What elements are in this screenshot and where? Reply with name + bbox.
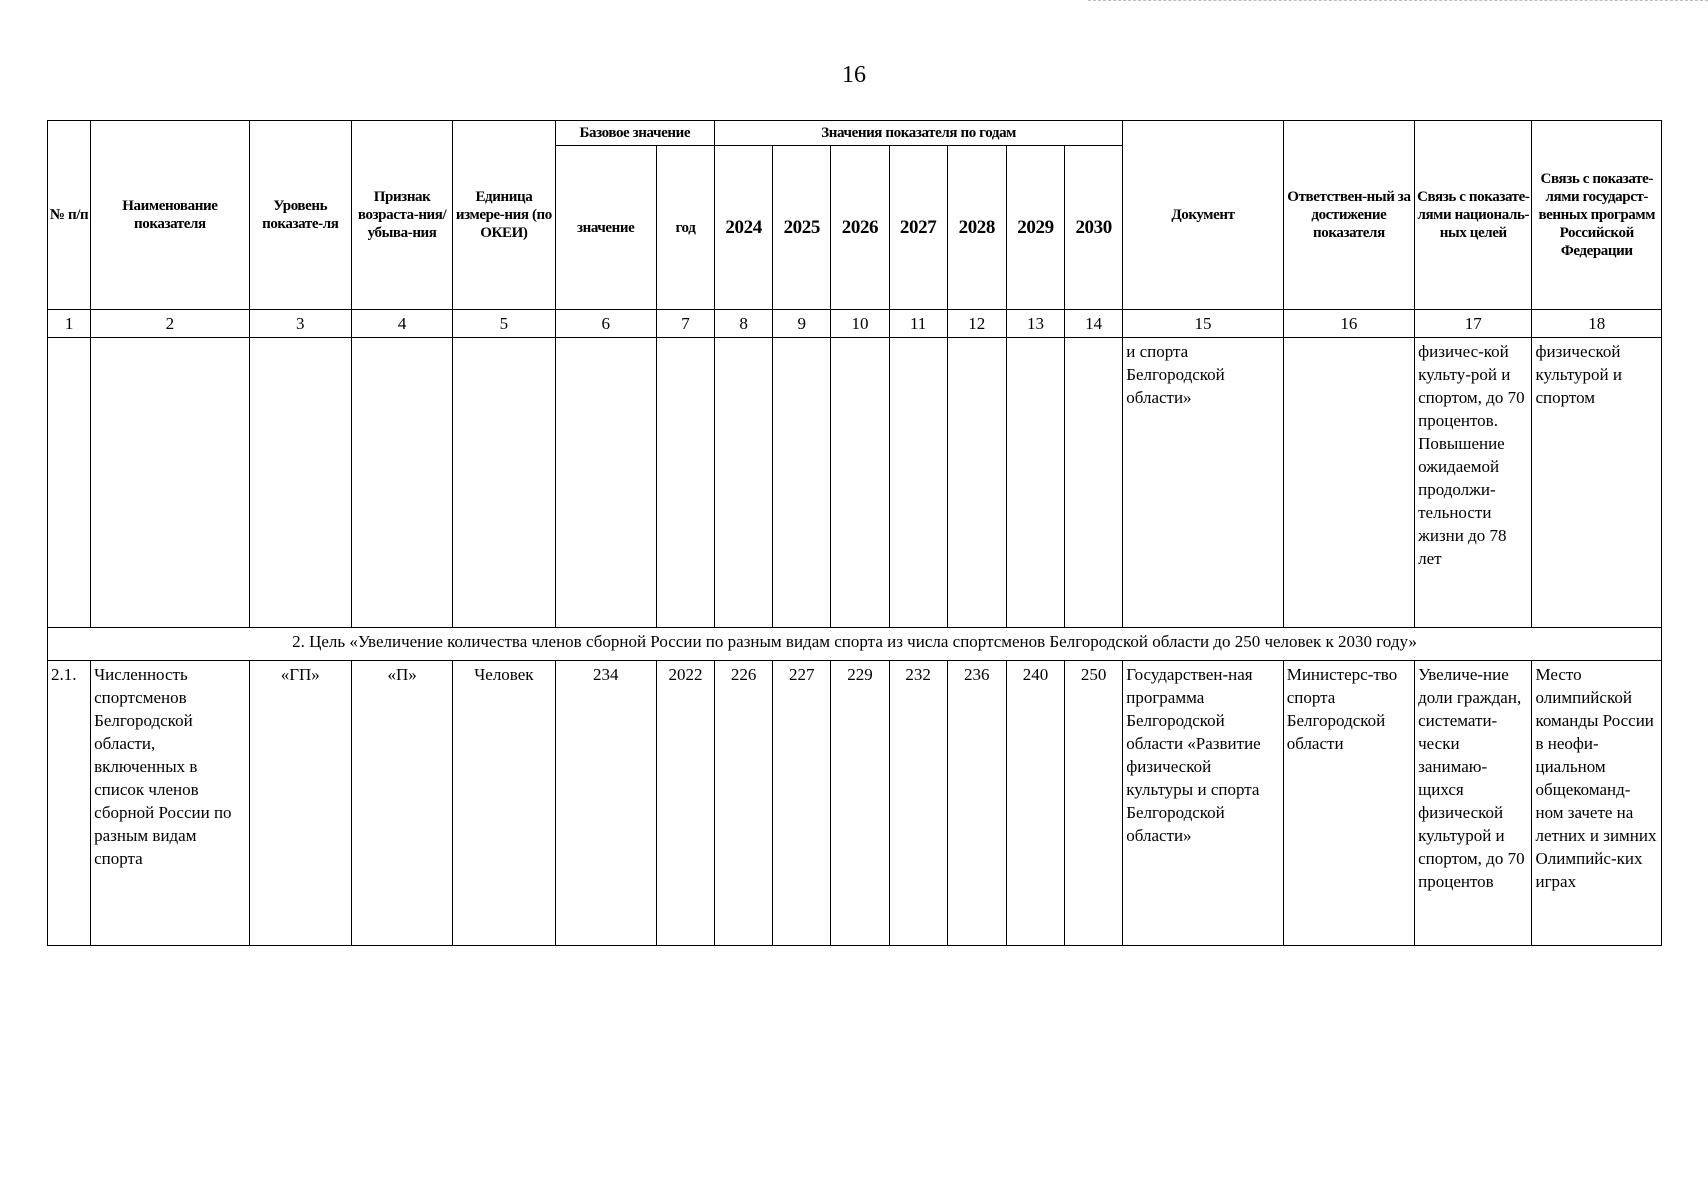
row-unit: Человек: [453, 661, 555, 946]
empty-cell: [1283, 338, 1414, 628]
header-year-2029: 2029: [1006, 146, 1064, 310]
column-number: 6: [555, 310, 656, 338]
column-number: 1: [48, 310, 91, 338]
continuation-row: [48, 338, 1662, 628]
empty-cell: [889, 338, 947, 628]
column-numbers-row: [48, 310, 1662, 338]
goal-row: [48, 628, 1662, 661]
header-base-year: год: [656, 146, 714, 310]
column-number: 11: [889, 310, 947, 338]
continuation-link-national: физичес-кой культу-рой и спортом, до 70 процентов. Повышение ожидаемой продолжи-тельности жизни до 78 лет: [1415, 338, 1532, 628]
column-number: 5: [453, 310, 555, 338]
row-link-state: Место олимпийской команды России в неофи-циальном общекоманд-ном зачете на летних и зимних Олимпийс-ких играх: [1532, 661, 1662, 946]
continuation-document: и спорта Белгородской области»: [1123, 338, 1283, 628]
column-number: 15: [1123, 310, 1283, 338]
empty-cell: [947, 338, 1006, 628]
column-number: 7: [656, 310, 714, 338]
header-year-2026: 2026: [831, 146, 889, 310]
empty-cell: [91, 338, 249, 628]
header-year-2030: 2030: [1065, 146, 1123, 310]
column-number: 16: [1283, 310, 1414, 338]
empty-cell: [715, 338, 773, 628]
column-number: 10: [831, 310, 889, 338]
column-number: 8: [715, 310, 773, 338]
row-num: 2.1.: [48, 661, 91, 946]
page-number: 16: [842, 62, 866, 88]
empty-cell: [1006, 338, 1064, 628]
column-number: 3: [249, 310, 351, 338]
empty-cell: [773, 338, 831, 628]
row-value-2030: 250: [1065, 661, 1123, 946]
empty-cell: [831, 338, 889, 628]
header-document: Документ: [1123, 121, 1283, 310]
empty-cell: [555, 338, 656, 628]
header-level: Уровень показате-ля: [249, 121, 351, 310]
row-base-year: 2022: [656, 661, 714, 946]
empty-cell: [1065, 338, 1123, 628]
column-number: 4: [351, 310, 452, 338]
header-link-national: Связь с показате-лями националь-ных целей: [1415, 121, 1532, 310]
column-number: 9: [773, 310, 831, 338]
column-number: 17: [1415, 310, 1532, 338]
row-value-2026: 229: [831, 661, 889, 946]
header-link-state: Связь с показате-лями государст-венных программ Российской Федерации: [1532, 121, 1662, 310]
row-level: «ГП»: [249, 661, 351, 946]
header-years-group: Значения показателя по годам: [715, 121, 1123, 146]
row-responsible: Министерс-тво спорта Белгородской области: [1283, 661, 1414, 946]
row-value-2028: 236: [947, 661, 1006, 946]
row-value-2027: 232: [889, 661, 947, 946]
row-sign: «П»: [351, 661, 452, 946]
column-number: 12: [947, 310, 1006, 338]
row-indicator-name: Численность спортсменов Белгородской области, включенных в список членов сборной России по разным видам спорта: [91, 661, 249, 946]
header-name: Наименование показателя: [91, 121, 249, 310]
row-value-2025: 227: [773, 661, 831, 946]
row-base-value: 234: [555, 661, 656, 946]
empty-cell: [656, 338, 714, 628]
column-number: 2: [91, 310, 249, 338]
scan-artifact-line: [1088, 0, 1708, 1]
header-year-2025: 2025: [773, 146, 831, 310]
header-responsible: Ответствен-ный за достижение показателя: [1283, 121, 1414, 310]
indicators-table: [47, 120, 1662, 946]
table-row: [48, 661, 1662, 946]
column-number: 14: [1065, 310, 1123, 338]
header-year-2028: 2028: [947, 146, 1006, 310]
column-number: 18: [1532, 310, 1662, 338]
header-base-group: Базовое значение: [555, 121, 714, 146]
header-num: № п/п: [48, 121, 91, 310]
header-year-2024: 2024: [715, 146, 773, 310]
row-document: Государствен-ная программа Белгородской области «Развитие физической культуры и спорта Белгородской области»: [1123, 661, 1283, 946]
header-base-value: значение: [555, 146, 656, 310]
header-sign: Признак возраста-ния/ убыва-ния: [351, 121, 452, 310]
header-row-1: [48, 121, 1662, 146]
row-link-national: Увеличе-ние доли граждан, системати-чески занимаю-щихся физической культурой и спортом, до 70 процентов: [1415, 661, 1532, 946]
empty-cell: [351, 338, 452, 628]
row-value-2024: 226: [715, 661, 773, 946]
header-unit: Единица измере-ния (по ОКЕИ): [453, 121, 555, 310]
header-year-2027: 2027: [889, 146, 947, 310]
row-value-2029: 240: [1006, 661, 1064, 946]
empty-cell: [48, 338, 91, 628]
empty-cell: [249, 338, 351, 628]
continuation-link-state: физической культурой и спортом: [1532, 338, 1662, 628]
empty-cell: [453, 338, 555, 628]
column-number: 13: [1006, 310, 1064, 338]
goal-2-title: 2. Цель «Увеличение количества членов сборной России по разным видам спорта из числа спортсменов Белгородской области до 250 человек к 2030 году»: [48, 628, 1662, 661]
